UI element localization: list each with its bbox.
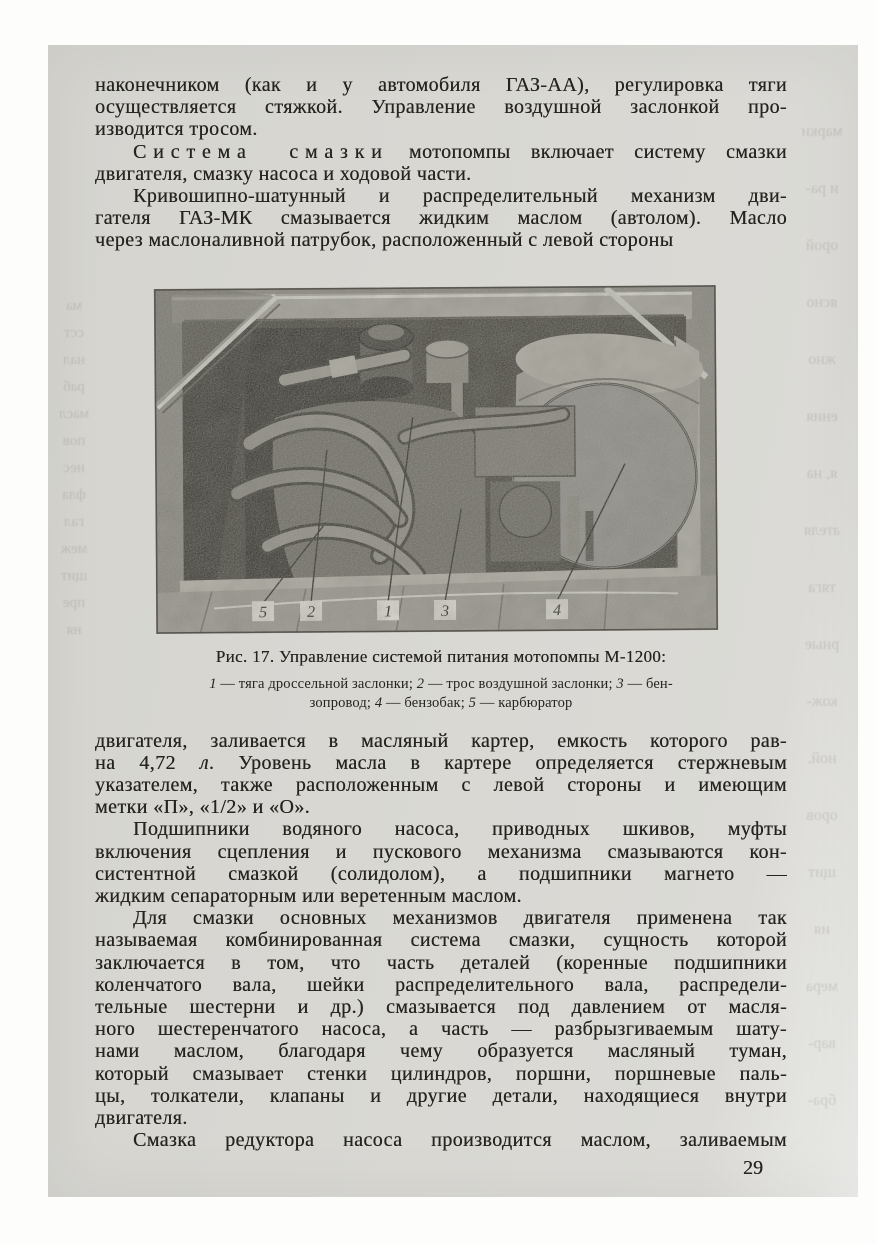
text-line: гателя ГАЗ-МК смазывается жидким маслом (автолом). Масло: [95, 207, 787, 230]
text-line: указателем, также расположенным с левой стороны и имеющим: [95, 774, 787, 797]
bleedthrough-fragment: орой: [805, 237, 839, 254]
bleedthrough-fragment: фла: [62, 487, 86, 503]
bleedthrough-fragment: бра-: [807, 1092, 837, 1109]
text-line: Система смазки мотопомпы включает систему смазки: [133, 140, 787, 163]
text-line: тельные шестерни и др.) смазывается под давлением от масля-: [95, 996, 787, 1019]
text-line: заключается в том, что часть деталей (коренные подшипники: [95, 951, 787, 974]
text-line: называемая комбинированная система смазки, сущность которой: [95, 929, 787, 952]
text-line: двигателя, смазку насоса и ходовой части.: [95, 162, 472, 185]
engine-photo: [154, 285, 718, 634]
book-page: [48, 45, 858, 1197]
text-line: нами маслом, благодаря чему образуется масляный туман,: [95, 1040, 787, 1063]
text-column: [95, 45, 787, 1180]
body-text-bottom: [95, 730, 787, 1152]
bleedthrough-fragment: масл: [58, 406, 90, 422]
bleedthrough-fragment: нал: [62, 352, 86, 368]
bleedthrough-fragment: ной.: [807, 750, 837, 767]
text-line: через маслоналивной патрубок, расположенный с левой стороны: [95, 229, 674, 252]
figure-17: [95, 287, 787, 713]
bleedthrough-fragment: ясно: [806, 294, 838, 311]
text-line: наконечником (как и у автомобиля ГАЗ-АА), регулировка тяги: [95, 74, 787, 96]
bleedthrough-fragment: гал: [63, 514, 85, 530]
bleedthrough-fragment: ма: [65, 298, 83, 314]
page-number: 29: [743, 1157, 763, 1180]
text-line: Подшипники водяного насоса, приводных шкивов, муфты: [133, 818, 787, 841]
text-line: жидким сепараторным или веретенным маслом.: [95, 885, 522, 908]
bleedthrough-fragment: жно: [808, 351, 836, 368]
text-line: двигателя, заливается в масляный картер, емкость которого рав-: [95, 729, 787, 752]
figure-caption-title: Рис. 17. Управление системой питания мотопомпы М-1200:: [215, 646, 667, 666]
text-line: цы, толкатели, клапаны и другие детали, находящиеся внутри: [95, 1084, 787, 1107]
bleedthrough-fragment: сст: [64, 325, 84, 341]
bleedthrough-fragment: ателя: [803, 522, 841, 539]
bleedthrough-fragment: я, на: [806, 465, 838, 482]
bleedthrough-fragment: вар-: [808, 1035, 836, 1052]
figure-legend-line: зопровод; 4 — бензобак; 5 — карбюратор: [309, 694, 573, 711]
bleedthrough-fragment: рные: [804, 636, 840, 653]
text-line: изводится тросом.: [95, 118, 258, 141]
bleedthrough-fragment: кож-: [806, 693, 838, 710]
text-line: который смазывает стенки цилиндров, поршни, поршневые паль-: [95, 1062, 787, 1085]
text-line: осуществляется стяжкой. Управление воздушной заслонкой про-: [95, 96, 787, 119]
bleedthrough-fragment: пре: [62, 595, 86, 611]
text-line: Для смазки основных механизмов двигателя применена так: [133, 907, 787, 930]
bleedthrough-fragment: тяга: [808, 579, 836, 596]
bleedthrough-fragment: ия: [814, 921, 830, 938]
figure-caption: [95, 646, 787, 713]
text-line: Кривошипно-шатунный и распределительный механизм дви-: [133, 185, 787, 208]
bleedthrough-text-right: [794, 103, 850, 1129]
bleedthrough-fragment: мера: [805, 978, 839, 995]
bleedthrough-fragment: марки: [801, 123, 843, 140]
bleedthrough-fragment: ения: [806, 408, 838, 425]
text-line: ного шестеренчатого насоса, а часть — разбрызгиваемым шату-: [95, 1018, 787, 1041]
text-line: включения сцепления и пускового механизма смазываются кон-: [95, 840, 787, 863]
engine-photo-illustration: [154, 285, 718, 634]
bleedthrough-fragment: щит: [60, 568, 88, 584]
text-line: систентной смазкой (солидолом), а подшипники магнето —: [95, 862, 787, 885]
text-line: коленчатого вала, шейки распределительного вала, распредели-: [95, 973, 787, 996]
bleedthrough-text-left: [52, 293, 96, 644]
text-line: Смазка редуктора насоса производится маслом, заливаемым: [133, 1129, 787, 1152]
figure-legend-line: 1 — тяга дроссельной заслонки; 2 — трос воздушной заслонки; 3 — бен-: [209, 675, 673, 692]
body-text-top: [95, 74, 787, 252]
bleedthrough-fragment: нес: [63, 460, 85, 476]
text-line: метки «П», «1/2» и «О».: [95, 796, 311, 819]
bleedthrough-fragment: раб: [63, 379, 85, 395]
figure-caption-legend: [131, 675, 751, 713]
bleedthrough-fragment: пов: [62, 433, 86, 449]
text-line: двигателя.: [95, 1107, 188, 1130]
bleedthrough-fragment: ня: [66, 622, 82, 638]
bleedthrough-fragment: и ра-: [805, 180, 839, 197]
text-line: на 4,72 л. Уровень масла в картере определяется стержневым: [95, 751, 787, 774]
bleedthrough-fragment: оров: [806, 807, 838, 824]
bleedthrough-fragment: щит: [808, 864, 836, 881]
bleedthrough-fragment: меж: [60, 541, 88, 557]
